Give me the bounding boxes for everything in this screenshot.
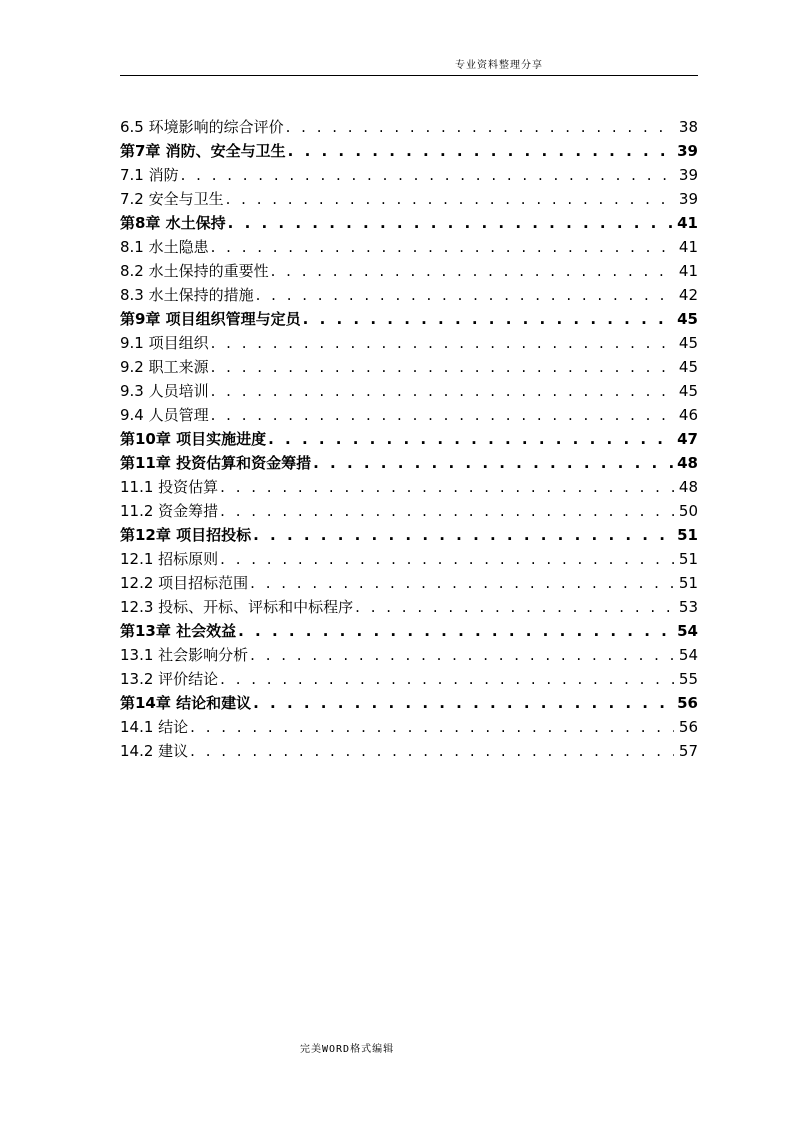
toc-section-entry[interactable] xyxy=(120,331,698,355)
toc-page-number: 51 xyxy=(678,550,698,568)
toc-section-entry[interactable] xyxy=(120,643,698,667)
toc-dot-leader xyxy=(271,259,674,283)
toc-page-number: 46 xyxy=(678,406,698,424)
toc-page-number: 41 xyxy=(678,262,698,280)
toc-chapter-entry[interactable] xyxy=(120,211,698,235)
toc-dot-leader xyxy=(228,211,673,235)
toc-dot-leader xyxy=(211,235,674,259)
toc-section-entry[interactable] xyxy=(120,547,698,571)
toc-entry-title: 13.2 评价结论 xyxy=(120,670,219,688)
toc-page-number: 54 xyxy=(678,646,698,664)
toc-page-number: 54 xyxy=(677,622,698,640)
toc-dot-leader xyxy=(303,307,673,331)
toc-dot-leader xyxy=(211,355,674,379)
toc-dot-leader xyxy=(313,451,673,475)
toc-entry-title: 7.2 安全与卫生 xyxy=(120,190,224,208)
table-of-contents xyxy=(120,115,698,763)
toc-page-number: 55 xyxy=(678,670,698,688)
toc-page-number: 48 xyxy=(677,454,698,472)
toc-page-number: 39 xyxy=(678,166,698,184)
toc-page-number: 39 xyxy=(677,142,698,160)
toc-dot-leader xyxy=(220,667,674,691)
toc-section-entry[interactable] xyxy=(120,739,698,763)
toc-entry-title: 第10章 项目实施进度 xyxy=(120,430,267,448)
toc-dot-leader xyxy=(238,619,673,643)
toc-dot-leader xyxy=(268,427,673,451)
toc-entry-title: 9.1 项目组织 xyxy=(120,334,209,352)
toc-dot-leader xyxy=(355,595,674,619)
toc-section-entry[interactable] xyxy=(120,379,698,403)
toc-page-number: 56 xyxy=(677,694,698,712)
toc-entry-title: 12.2 项目招标范围 xyxy=(120,574,249,592)
toc-page-number: 57 xyxy=(678,742,698,760)
toc-chapter-entry[interactable] xyxy=(120,427,698,451)
toc-dot-leader xyxy=(220,547,674,571)
toc-chapter-entry[interactable] xyxy=(120,523,698,547)
toc-entry-title: 12.1 招标原则 xyxy=(120,550,219,568)
toc-dot-leader xyxy=(286,115,674,139)
page-footer: 完美WORD格式编辑 xyxy=(300,1044,395,1055)
toc-entry-title: 第8章 水土保持 xyxy=(120,214,226,232)
toc-chapter-entry[interactable] xyxy=(120,619,698,643)
toc-section-entry[interactable] xyxy=(120,715,698,739)
toc-dot-leader xyxy=(220,475,674,499)
toc-section-entry[interactable] xyxy=(120,187,698,211)
toc-dot-leader xyxy=(211,379,674,403)
toc-page-number: 45 xyxy=(678,382,698,400)
toc-page-number: 38 xyxy=(678,118,698,136)
toc-dot-leader xyxy=(253,523,673,547)
toc-page-number: 39 xyxy=(678,190,698,208)
toc-dot-leader xyxy=(250,643,674,667)
toc-page-number: 42 xyxy=(678,286,698,304)
toc-section-entry[interactable] xyxy=(120,403,698,427)
toc-entry-title: 13.1 社会影响分析 xyxy=(120,646,249,664)
toc-section-entry[interactable] xyxy=(120,475,698,499)
toc-entry-title: 6.5 环境影响的综合评价 xyxy=(120,118,284,136)
toc-dot-leader xyxy=(288,139,673,163)
toc-entry-title: 9.4 人员管理 xyxy=(120,406,209,424)
toc-chapter-entry[interactable] xyxy=(120,307,698,331)
toc-page-number: 56 xyxy=(678,718,698,736)
toc-entry-title: 11.2 资金筹措 xyxy=(120,502,219,520)
toc-page-number: 45 xyxy=(678,334,698,352)
toc-entry-title: 9.3 人员培训 xyxy=(120,382,209,400)
toc-entry-title: 11.1 投资估算 xyxy=(120,478,219,496)
toc-entry-title: 8.3 水土保持的措施 xyxy=(120,286,254,304)
toc-section-entry[interactable] xyxy=(120,667,698,691)
toc-entry-title: 12.3 投标、开标、评标和中标程序 xyxy=(120,598,354,616)
toc-entry-title: 第12章 项目招投标 xyxy=(120,526,252,544)
toc-page-number: 53 xyxy=(678,598,698,616)
toc-page-number: 50 xyxy=(678,502,698,520)
toc-entry-title: 第7章 消防、安全与卫生 xyxy=(120,142,286,160)
toc-dot-leader xyxy=(190,715,674,739)
toc-entry-title: 8.1 水土隐患 xyxy=(120,238,209,256)
toc-section-entry[interactable] xyxy=(120,235,698,259)
toc-section-entry[interactable] xyxy=(120,115,698,139)
toc-section-entry[interactable] xyxy=(120,163,698,187)
toc-entry-title: 14.1 结论 xyxy=(120,718,189,736)
toc-entry-title: 第9章 项目组织管理与定员 xyxy=(120,310,301,328)
page-header xyxy=(120,55,698,76)
toc-dot-leader xyxy=(211,331,674,355)
toc-entry-title: 7.1 消防 xyxy=(120,166,179,184)
toc-dot-leader xyxy=(226,187,674,211)
toc-section-entry[interactable] xyxy=(120,595,698,619)
toc-section-entry[interactable] xyxy=(120,571,698,595)
toc-page-number: 41 xyxy=(678,238,698,256)
toc-chapter-entry[interactable] xyxy=(120,451,698,475)
toc-dot-leader xyxy=(190,739,674,763)
toc-page-number: 45 xyxy=(677,310,698,328)
toc-page-number: 48 xyxy=(678,478,698,496)
toc-chapter-entry[interactable] xyxy=(120,691,698,715)
toc-dot-leader xyxy=(220,499,674,523)
toc-entry-title: 第13章 社会效益 xyxy=(120,622,237,640)
toc-entry-title: 第14章 结论和建议 xyxy=(120,694,252,712)
toc-page-number: 51 xyxy=(677,526,698,544)
toc-page-number: 47 xyxy=(677,430,698,448)
toc-dot-leader xyxy=(211,403,674,427)
toc-section-entry[interactable] xyxy=(120,259,698,283)
toc-entry-title: 14.2 建议 xyxy=(120,742,189,760)
toc-page-number: 45 xyxy=(678,358,698,376)
toc-dot-leader xyxy=(253,691,673,715)
toc-entry-title: 第11章 投资估算和资金筹措 xyxy=(120,454,312,472)
toc-section-entry[interactable] xyxy=(120,499,698,523)
toc-dot-leader xyxy=(181,163,674,187)
header-text: 专业资料整理分享 xyxy=(455,60,543,71)
toc-section-entry[interactable] xyxy=(120,355,698,379)
toc-entry-title: 8.2 水土保持的重要性 xyxy=(120,262,269,280)
toc-entry-title: 9.2 职工来源 xyxy=(120,358,209,376)
toc-page-number: 41 xyxy=(677,214,698,232)
toc-section-entry[interactable] xyxy=(120,283,698,307)
toc-page-number: 51 xyxy=(678,574,698,592)
toc-chapter-entry[interactable] xyxy=(120,139,698,163)
toc-dot-leader xyxy=(250,571,674,595)
toc-dot-leader xyxy=(256,283,674,307)
